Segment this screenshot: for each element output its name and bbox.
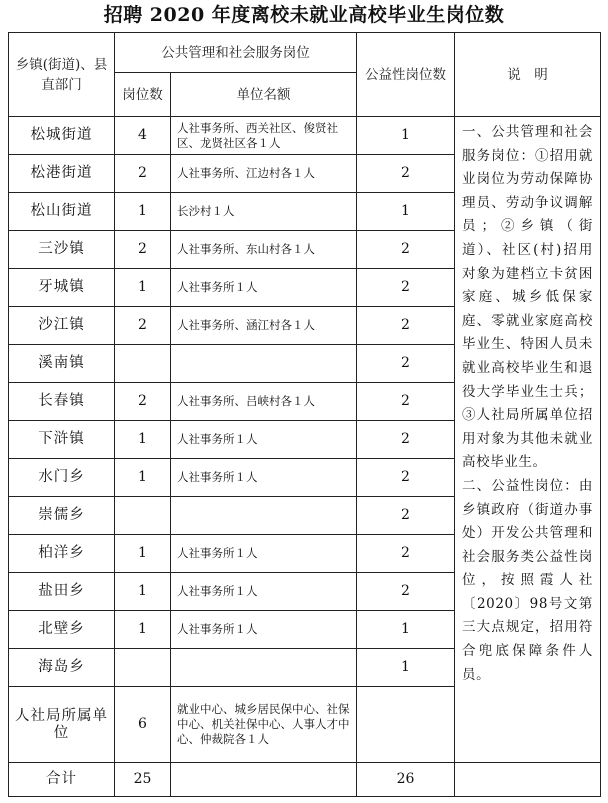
welfare-position-count: 1 — [357, 193, 455, 231]
town-name: 牙城镇 — [9, 269, 115, 307]
positions-table — [8, 32, 601, 797]
welfare-position-count: 2 — [357, 573, 455, 611]
unit-quota: 人社事务所、东山村各１人 — [171, 231, 357, 269]
welfare-position-count: 1 — [357, 611, 455, 649]
town-name: 下浒镇 — [9, 421, 115, 459]
public-position-count: 1 — [115, 611, 171, 649]
unit-quota: 长沙村１人 — [171, 193, 357, 231]
public-position-count: 2 — [115, 383, 171, 421]
town-name: 长春镇 — [9, 383, 115, 421]
header-welfare-count: 公益性岗位数 — [357, 33, 455, 117]
total-row — [9, 763, 601, 797]
town-name: 溪南镇 — [9, 345, 115, 383]
welfare-position-count: 2 — [357, 155, 455, 193]
public-position-count: 1 — [115, 459, 171, 497]
welfare-position-count: 1 — [357, 117, 455, 155]
welfare-position-count: 1 — [357, 649, 455, 687]
public-position-count: 4 — [115, 117, 171, 155]
header-town: 乡镇(街道)、县直部门 — [9, 33, 115, 117]
town-name: 崇儒乡 — [9, 497, 115, 535]
header-unit: 单位名额 — [171, 73, 357, 117]
unit-quota: 人社事务所１人 — [171, 535, 357, 573]
public-position-count — [115, 649, 171, 687]
total-label: 合计 — [9, 763, 115, 797]
town-name: 盐田乡 — [9, 573, 115, 611]
town-name: 人社局所属单位 — [9, 687, 115, 763]
header-public-positions: 公共管理和社会服务岗位 — [115, 33, 357, 73]
town-name: 北壁乡 — [9, 611, 115, 649]
table-row — [9, 117, 601, 155]
public-position-count: 1 — [115, 421, 171, 459]
unit-quota: 人社事务所、涵江村各１人 — [171, 307, 357, 345]
unit-quota: 人社事务所１人 — [171, 611, 357, 649]
welfare-position-count: 2 — [357, 307, 455, 345]
public-position-count — [115, 345, 171, 383]
public-position-count: 1 — [115, 193, 171, 231]
town-name: 松城街道 — [9, 117, 115, 155]
public-position-count — [115, 497, 171, 535]
town-name: 海岛乡 — [9, 649, 115, 687]
unit-quota: 人社事务所、江边村各１人 — [171, 155, 357, 193]
town-name: 三沙镇 — [9, 231, 115, 269]
public-position-count: 6 — [115, 687, 171, 763]
town-name: 沙江镇 — [9, 307, 115, 345]
header-count: 岗位数 — [115, 73, 171, 117]
public-position-count: 2 — [115, 155, 171, 193]
town-name: 柏洋乡 — [9, 535, 115, 573]
town-name: 松港街道 — [9, 155, 115, 193]
town-name: 水门乡 — [9, 459, 115, 497]
welfare-position-count: 2 — [357, 497, 455, 535]
welfare-position-count: 2 — [357, 231, 455, 269]
public-position-count: 1 — [115, 269, 171, 307]
total-unit-empty — [171, 763, 357, 797]
unit-quota: 人社事务所１人 — [171, 459, 357, 497]
unit-quota: 人社事务所１人 — [171, 573, 357, 611]
unit-quota: 人社事务所、西关社区、俊贤社区、龙贤社区各１人 — [171, 117, 357, 155]
public-position-count: 2 — [115, 231, 171, 269]
welfare-position-count: 2 — [357, 383, 455, 421]
unit-quota — [171, 345, 357, 383]
total-count: 25 — [115, 763, 171, 797]
unit-quota: 就业中心、城乡居民保中心、社保中心、机关社保中心、人事人才中心、仲裁院各１人 — [171, 687, 357, 763]
unit-quota: 人社事务所、吕峡村各１人 — [171, 383, 357, 421]
unit-quota: 人社事务所１人 — [171, 421, 357, 459]
page-title: 招聘 2020 年度离校未就业高校毕业生岗位数 — [103, 4, 505, 26]
unit-quota — [171, 497, 357, 535]
welfare-position-count: 2 — [357, 459, 455, 497]
total-welfare: 26 — [357, 763, 455, 797]
total-note-empty — [455, 763, 601, 797]
public-position-count: 1 — [115, 535, 171, 573]
welfare-position-count — [357, 687, 455, 763]
welfare-position-count: 2 — [357, 345, 455, 383]
welfare-position-count: 2 — [357, 535, 455, 573]
header-note: 说 明 — [455, 33, 601, 117]
public-position-count: 2 — [115, 307, 171, 345]
unit-quota — [171, 649, 357, 687]
unit-quota: 人社事务所１人 — [171, 269, 357, 307]
welfare-position-count: 2 — [357, 269, 455, 307]
town-name: 松山街道 — [9, 193, 115, 231]
welfare-position-count: 2 — [357, 421, 455, 459]
explanation-note: 一、公共管理和社会服务岗位：①招用就业岗位为劳动保障协理员、劳动争议调解员；②乡镇（街道）、社区(村)招用对象为建档立卡贫困家庭、城乡低保家庭、零就业家庭高校毕业生、特困人员未就业高校毕业生和退役大学毕业生士兵；③人社局所属单位招用对象为其他未就业高校毕业生。 二、公益性岗位：由乡镇政府（街道办事处）开发公共管理和社会服务类公益性岗位，按照霞人社〔2020〕98号文第三大点规定，招用符合兜底保障条件人员。 — [455, 117, 601, 763]
public-position-count: 1 — [115, 573, 171, 611]
